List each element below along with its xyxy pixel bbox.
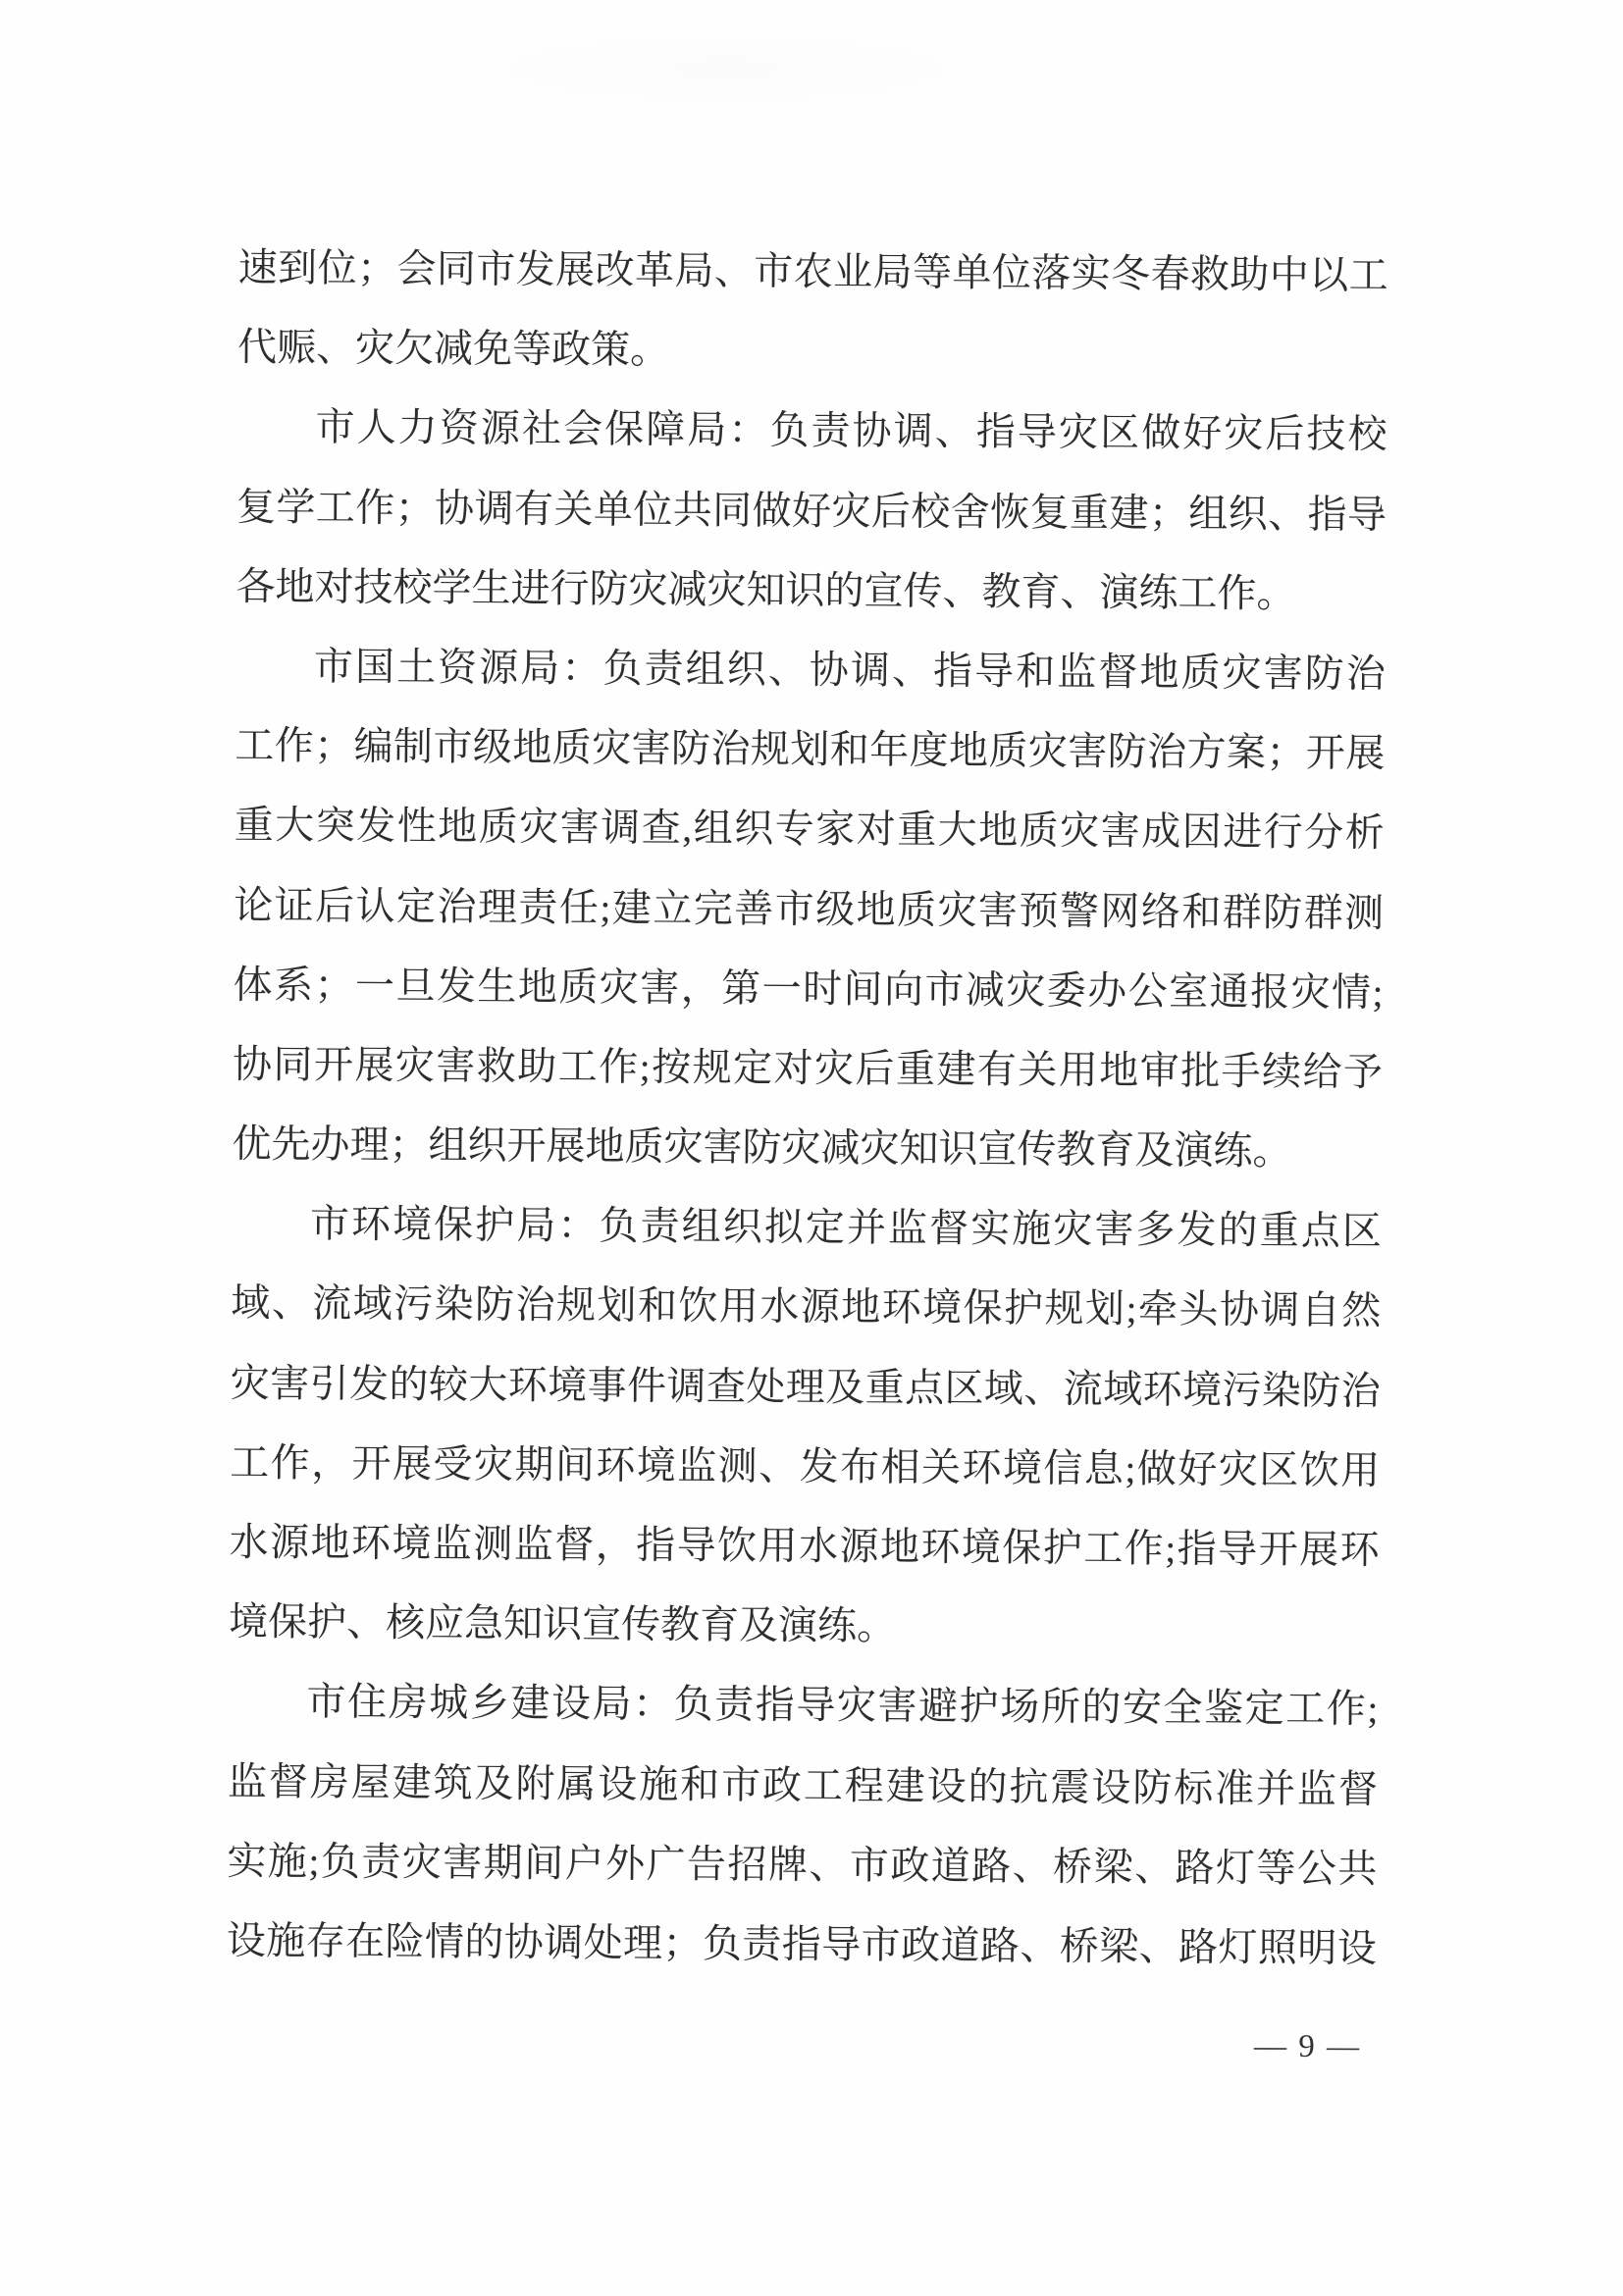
text-line: 设施存在险情的协调处理；负责指导市政道路、桥梁、路灯照明设 xyxy=(226,1917,1377,1971)
text-line: 工作；编制市级地质灾害防治规划和年度地质灾害防治方案；开展 xyxy=(235,723,1386,776)
text-line: 重大突发性地质灾害调查,组织专家对重大地质灾害成因进行分析 xyxy=(234,803,1385,856)
page-number: — 9 — xyxy=(1253,2028,1362,2065)
document-body-text xyxy=(227,228,1388,1988)
text-line: 市住房城乡建设局：负责指导灾害避护场所的安全鉴定工作; xyxy=(306,1679,1379,1732)
text-line: 市人力资源社会保障局：负责协调、指导灾区做好灾后技校 xyxy=(315,404,1387,457)
text-line: 速到位；会同市发展改革局、市农业局等单位落实冬春救助中以工 xyxy=(237,244,1388,298)
text-line: 代赈、灾欠减免等政策。 xyxy=(236,325,670,373)
text-line: 水源地环境监测监督，指导饮用水源地环境保护工作;指导开展环 xyxy=(229,1519,1380,1573)
text-line: 工作，开展受灾期间环境监测、发布相关环境信息;做好灾区饮用 xyxy=(230,1439,1381,1492)
text-line: 体系；一旦发生地质灾害，第一时间向市减灾委办公室通报灾情; xyxy=(233,962,1384,1015)
text-line: 市环境保护局：负责组织拟定并监督实施灾害多发的重点区 xyxy=(309,1201,1383,1254)
text-line: 灾害引发的较大环境事件调查处理及重点区域、流域环境污染防治 xyxy=(230,1360,1381,1413)
text-line: 各地对技校学生进行防灾减灾知识的宣传、教育、演练工作。 xyxy=(236,563,1296,616)
text-line: 优先办理；组织开展地质灾害防灾减灾知识宣传教育及演练。 xyxy=(232,1122,1292,1174)
text-line: 复学工作；协调有关单位共同做好灾后校舍恢复重建；组织、指导 xyxy=(236,484,1387,537)
text-line: 域、流域污染防治规划和饮用水源地环境保护规划;牵头协调自然 xyxy=(231,1280,1382,1333)
text-line: 境保护、核应急知识宣传教育及演练。 xyxy=(228,1599,897,1648)
text-line: 协同开展灾害救助工作;按规定对灾后重建有关用地审批手续给予 xyxy=(232,1041,1384,1095)
text-line: 市国土资源局：负责组织、协调、指导和监督地质灾害防治 xyxy=(313,644,1387,697)
text-line: 论证后认定治理责任;建立完善市级地质灾害预警网络和群防群测 xyxy=(234,882,1385,935)
text-line: 监督房屋建筑及附属设施和市政工程建设的抗震设防标准并监督 xyxy=(227,1758,1379,1811)
text-line: 实施;负责灾害期间户外广告招牌、市政道路、桥梁、路灯等公共 xyxy=(227,1838,1378,1891)
